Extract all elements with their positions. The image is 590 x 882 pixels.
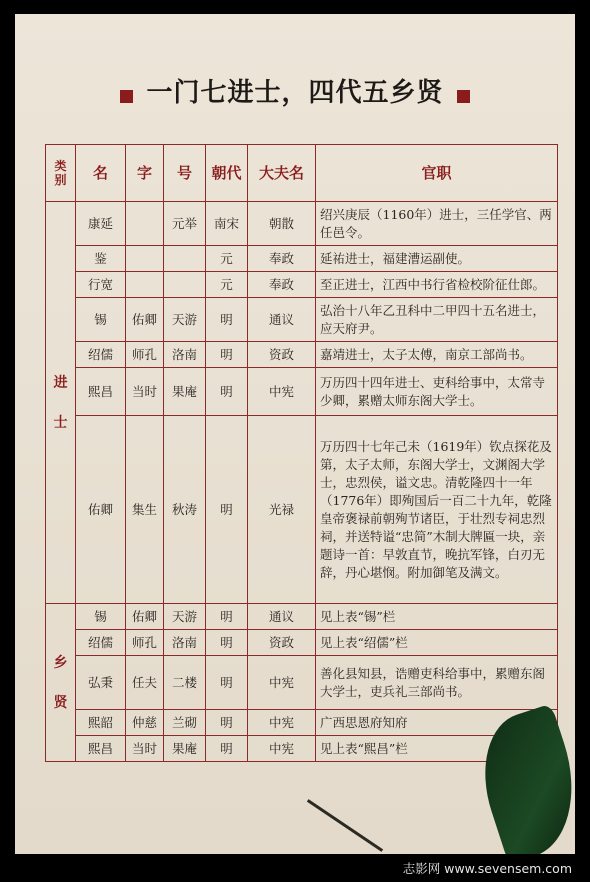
- cell-name: 锡: [76, 604, 126, 630]
- table-row: [46, 656, 558, 710]
- cell-office: 见上表“绍儒”栏: [316, 630, 558, 656]
- table-row: [46, 416, 558, 604]
- page-title: 一门七进士，四代五乡贤: [146, 78, 444, 108]
- cell-hao: 元举: [164, 202, 206, 246]
- cell-office: 见上表“熙昌”栏: [316, 736, 558, 762]
- cell-rank: 中宪: [248, 368, 316, 416]
- cell-rank: 通议: [248, 298, 316, 342]
- cell-zi: [126, 202, 164, 246]
- cell-rank: 中宪: [248, 710, 316, 736]
- table-row: [46, 630, 558, 656]
- cell-name: 绍儒: [76, 630, 126, 656]
- cell-rank: 朝散: [248, 202, 316, 246]
- cell-office: 绍兴庚辰（1160年）进士，三任学官、两任邑令。: [316, 202, 558, 246]
- header-hao: 号: [164, 145, 206, 202]
- cell-dynasty: 明: [206, 604, 248, 630]
- cell-dynasty: 明: [206, 656, 248, 710]
- cell-zi: 集生: [126, 416, 164, 604]
- cell-rank: 资政: [248, 630, 316, 656]
- header-category: 类别: [46, 145, 76, 202]
- cell-dynasty: 元: [206, 272, 248, 298]
- cell-name: 熙昌: [76, 736, 126, 762]
- cell-hao: 果庵: [164, 368, 206, 416]
- table-row: [46, 298, 558, 342]
- cell-zi: 佑卿: [126, 298, 164, 342]
- cell-dynasty: 明: [206, 298, 248, 342]
- cell-rank: 光禄: [248, 416, 316, 604]
- table-row: [46, 604, 558, 630]
- cell-office: 延祐进士，福建漕运副使。: [316, 246, 558, 272]
- cell-name: 弘秉: [76, 656, 126, 710]
- history-table: [45, 144, 558, 762]
- plant-stem: [307, 799, 383, 852]
- cell-hao: 洛南: [164, 630, 206, 656]
- cell-rank: 奉政: [248, 272, 316, 298]
- cell-dynasty: 明: [206, 368, 248, 416]
- watermark-footer: [0, 856, 590, 882]
- cell-office: 见上表“锡”栏: [316, 604, 558, 630]
- cell-zi: 师孔: [126, 630, 164, 656]
- cell-hao: 洛南: [164, 342, 206, 368]
- table-row: [46, 342, 558, 368]
- title-bar: [15, 72, 575, 109]
- cell-zi: 当时: [126, 368, 164, 416]
- cell-rank: 中宪: [248, 656, 316, 710]
- cell-hao: [164, 246, 206, 272]
- cell-hao: 二楼: [164, 656, 206, 710]
- cell-zi: 师孔: [126, 342, 164, 368]
- cell-hao: 秋涛: [164, 416, 206, 604]
- square-ornament-left: [120, 90, 133, 103]
- table-row: [46, 736, 558, 762]
- table-row: [46, 368, 558, 416]
- cell-office: 广西思恩府知府: [316, 710, 558, 736]
- cell-dynasty: 明: [206, 630, 248, 656]
- cell-dynasty: 明: [206, 416, 248, 604]
- cell-dynasty: 元: [206, 246, 248, 272]
- table-body: [46, 202, 558, 762]
- cell-rank: 奉政: [248, 246, 316, 272]
- cell-hao: 天游: [164, 604, 206, 630]
- header-rank: 大夫名: [248, 145, 316, 202]
- cell-zi: [126, 272, 164, 298]
- cell-office: 万历四十七年己未（1619年）钦点探花及第，太子太师，东阁大学士，文渊阁大学士，忠烈侯，谥文忠。清乾隆四十一年（1776年）即殉国后一百二十九年，乾隆皇帝褒禄前朝殉节诸臣，于壮烈专祠忠烈祠，并送特谥“忠简”木制大牌匾一块，亲题诗一首：早敦直节，晚抗军锋，白刃无辞，丹心堪悯。附加御笔及满文。: [316, 416, 558, 604]
- cell-name: 鉴: [76, 246, 126, 272]
- cell-dynasty: 明: [206, 710, 248, 736]
- header-office: 官职: [316, 145, 558, 202]
- cell-office: 善化县知县，诰赠吏科给事中，累赠东阁大学士，吏兵礼三部尚书。: [316, 656, 558, 710]
- cell-office: 嘉靖进士，太子太傅，南京工部尚书。: [316, 342, 558, 368]
- cell-zi: 佑卿: [126, 604, 164, 630]
- header-row: [46, 145, 558, 202]
- cell-name: 绍儒: [76, 342, 126, 368]
- cell-zi: [126, 246, 164, 272]
- cell-hao: 果庵: [164, 736, 206, 762]
- cell-name: 佑卿: [76, 416, 126, 604]
- header-dynasty: 朝代: [206, 145, 248, 202]
- watermark-text: 志影网 www.sevensem.com: [402, 861, 572, 876]
- table-row: [46, 202, 558, 246]
- header-zi: 字: [126, 145, 164, 202]
- cell-dynasty: 南宋: [206, 202, 248, 246]
- cell-rank: 资政: [248, 342, 316, 368]
- cell-office: 弘治十八年乙丑科中二甲四十五名进士，应天府尹。: [316, 298, 558, 342]
- cell-name: 熙韶: [76, 710, 126, 736]
- cell-dynasty: 明: [206, 736, 248, 762]
- cell-hao: 兰砌: [164, 710, 206, 736]
- cell-zi: 当时: [126, 736, 164, 762]
- cell-office: 至正进士，江西中书行省检校阶征仕郎。: [316, 272, 558, 298]
- cell-zi: 任夫: [126, 656, 164, 710]
- group-label-xiangxian: 乡贤: [46, 604, 76, 762]
- cell-hao: [164, 272, 206, 298]
- cell-name: 熙昌: [76, 368, 126, 416]
- header-name: 名: [76, 145, 126, 202]
- table-row: [46, 272, 558, 298]
- square-ornament-right: [457, 90, 470, 103]
- group-label-jinshi: 进士: [46, 202, 76, 604]
- cell-name: 康延: [76, 202, 126, 246]
- cell-dynasty: 明: [206, 342, 248, 368]
- photo-frame: [15, 14, 575, 854]
- cell-rank: 中宪: [248, 736, 316, 762]
- cell-name: 行宽: [76, 272, 126, 298]
- cell-hao: 天游: [164, 298, 206, 342]
- cell-office: 万历四十四年进士、吏科给事中，太常寺少卿，累赠太师东阁大学士。: [316, 368, 558, 416]
- cell-name: 锡: [76, 298, 126, 342]
- cell-zi: 仲慈: [126, 710, 164, 736]
- cell-rank: 通议: [248, 604, 316, 630]
- table-row: [46, 710, 558, 736]
- table-row: [46, 246, 558, 272]
